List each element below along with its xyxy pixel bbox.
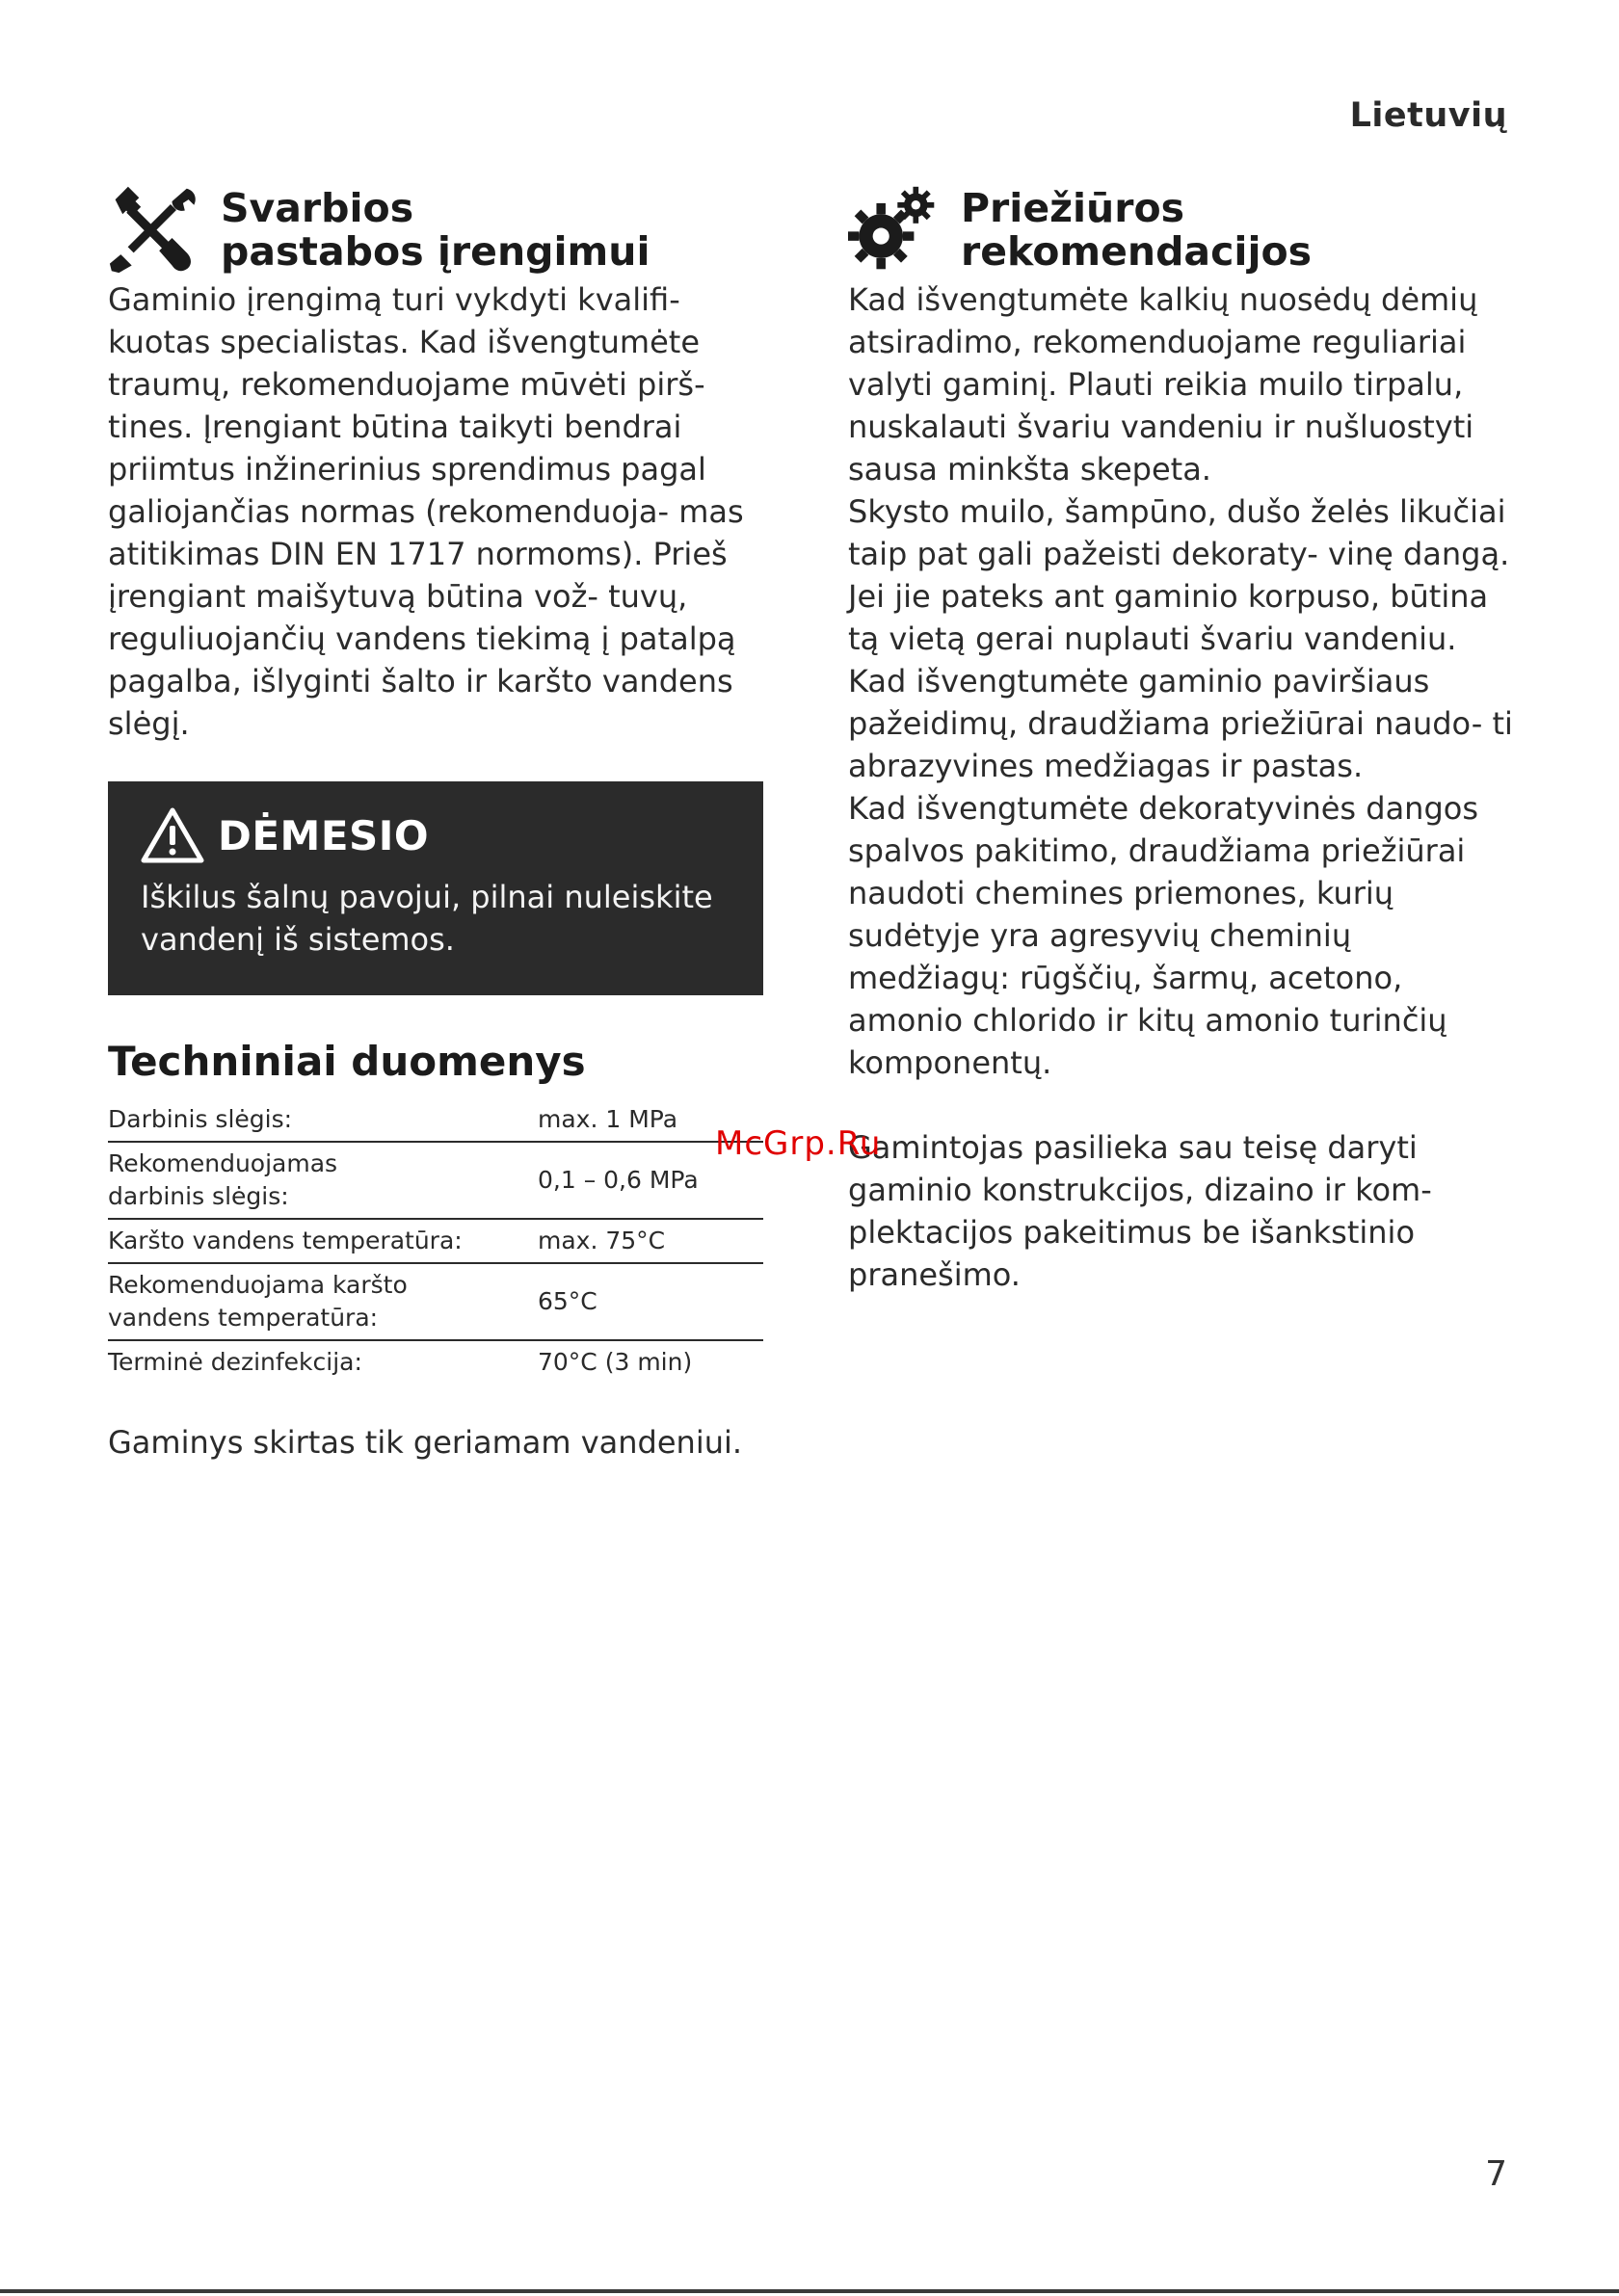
table-row	[108, 1340, 763, 1384]
technical-data-title: Techniniai duomenys	[108, 1038, 586, 1085]
install-title-line1: Svarbios	[221, 185, 414, 231]
tech-value: 70°C (3 min)	[538, 1348, 693, 1376]
install-section-title	[221, 187, 650, 274]
technical-data-table	[108, 1098, 763, 1384]
language-label: Lietuvių	[1349, 96, 1507, 135]
warning-notice-header	[141, 806, 730, 864]
care-title-line1: Priežiūros	[961, 185, 1185, 231]
care-paragraph: Kad išvengtumėte gaminio paviršiaus pažeidimų, draudžiama priežiūrai naudo- ti abrazyvines medžiagas ir pastas.	[848, 663, 1513, 784]
warning-triangle-icon	[141, 806, 204, 864]
page-number: 7	[1485, 2154, 1507, 2194]
manufacturer-note: Gamintojas pasilieka sau teisę daryti gaminio konstrukcijos, dizaino ir kom- plektacijos pakeitimus be išankstinio pranešimo.	[848, 1129, 1432, 1293]
care-section-header	[848, 181, 1523, 275]
warning-notice	[108, 781, 763, 995]
tech-label: Darbinis slėgis:	[108, 1098, 538, 1142]
install-section-header	[108, 181, 763, 275]
warning-notice-text: Iškilus šalnų pavojui, pilnai nuleiskite vandenį iš sistemos.	[141, 879, 713, 958]
tools-icon	[108, 183, 199, 275]
left-column	[108, 181, 763, 1461]
tech-label: Rekomenduojama karšto vandens temperatūra:	[108, 1263, 538, 1340]
drinking-water-note: Gaminys skirtas tik geriamam vandeniui.	[108, 1424, 743, 1461]
install-text: Gaminio įrengimą turi vykdyti kvalifi- kuotas specialistas. Kad išvengtumėte traumų, rekomenduojame mūvėti pirš- tines. Įrengiant būtina taikyti bendrai priimtus inžinerinius sprendimus pagal galiojančias normas (rekomenduoja- mas atitikimas DIN EN 1717 normoms). Prieš įrengiant maišytuvą būtina vož- tuvų, reguliuojančių vandens tiekimą į patalpą pagalba, išlyginti šalto ir karšto vandens slėgį.	[108, 281, 744, 742]
install-title-line2: pastabos įrengimui	[221, 228, 650, 275]
right-column	[848, 181, 1523, 1296]
care-paragraph: Kad išvengtumėte dekoratyvinės dangos spalvos pakitimo, draudžiama priežiūrai naudoti chemines priemones, kurių sudėtyje yra agresyvių cheminių medžiagų: rūgščių, šarmų, acetono, amonio chlorido ir kitų amonio turinčių komponentų.	[848, 790, 1479, 1081]
tech-label: Karšto vandens temperatūra:	[108, 1219, 538, 1263]
care-paragraph: Skysto muilo, šampūno, dušo želės likučiai taip pat gali pažeisti dekoraty- vinę dangą. Jei jie pateks ant gaminio korpuso, būtina tą vietą gerai nuplauti švariu vandeniu.	[848, 493, 1510, 657]
table-row	[108, 1098, 763, 1142]
table-row	[108, 1219, 763, 1263]
care-section-title	[961, 187, 1312, 274]
table-row	[108, 1142, 763, 1219]
table-row	[108, 1263, 763, 1340]
watermark: McGrp.Ru	[715, 1124, 882, 1163]
care-paragraph: Kad išvengtumėte kalkių nuosėdų dėmių atsiradimo, rekomenduojame reguliariai valyti gaminį. Plauti reikia muilo tirpalu, nuskalauti švariu vandeniu ir nušluostyti sausa minkšta skepeta.	[848, 281, 1478, 488]
bottom-rule	[0, 2289, 1619, 2293]
tech-label: Rekomenduojamas darbinis slėgis:	[108, 1142, 538, 1219]
care-text	[848, 278, 1523, 1296]
tech-value: 0,1 – 0,6 MPa	[538, 1142, 763, 1219]
tech-value: max. 1 MPa	[538, 1098, 763, 1142]
warning-notice-title: DĖMESIO	[218, 811, 430, 859]
gears-icon	[848, 183, 940, 275]
tech-label: Terminė dezinfekcija:	[108, 1348, 362, 1376]
care-title-line2: rekomendacijos	[961, 228, 1313, 275]
tech-value: 65°C	[538, 1263, 763, 1340]
tech-value: max. 75°C	[538, 1219, 763, 1263]
